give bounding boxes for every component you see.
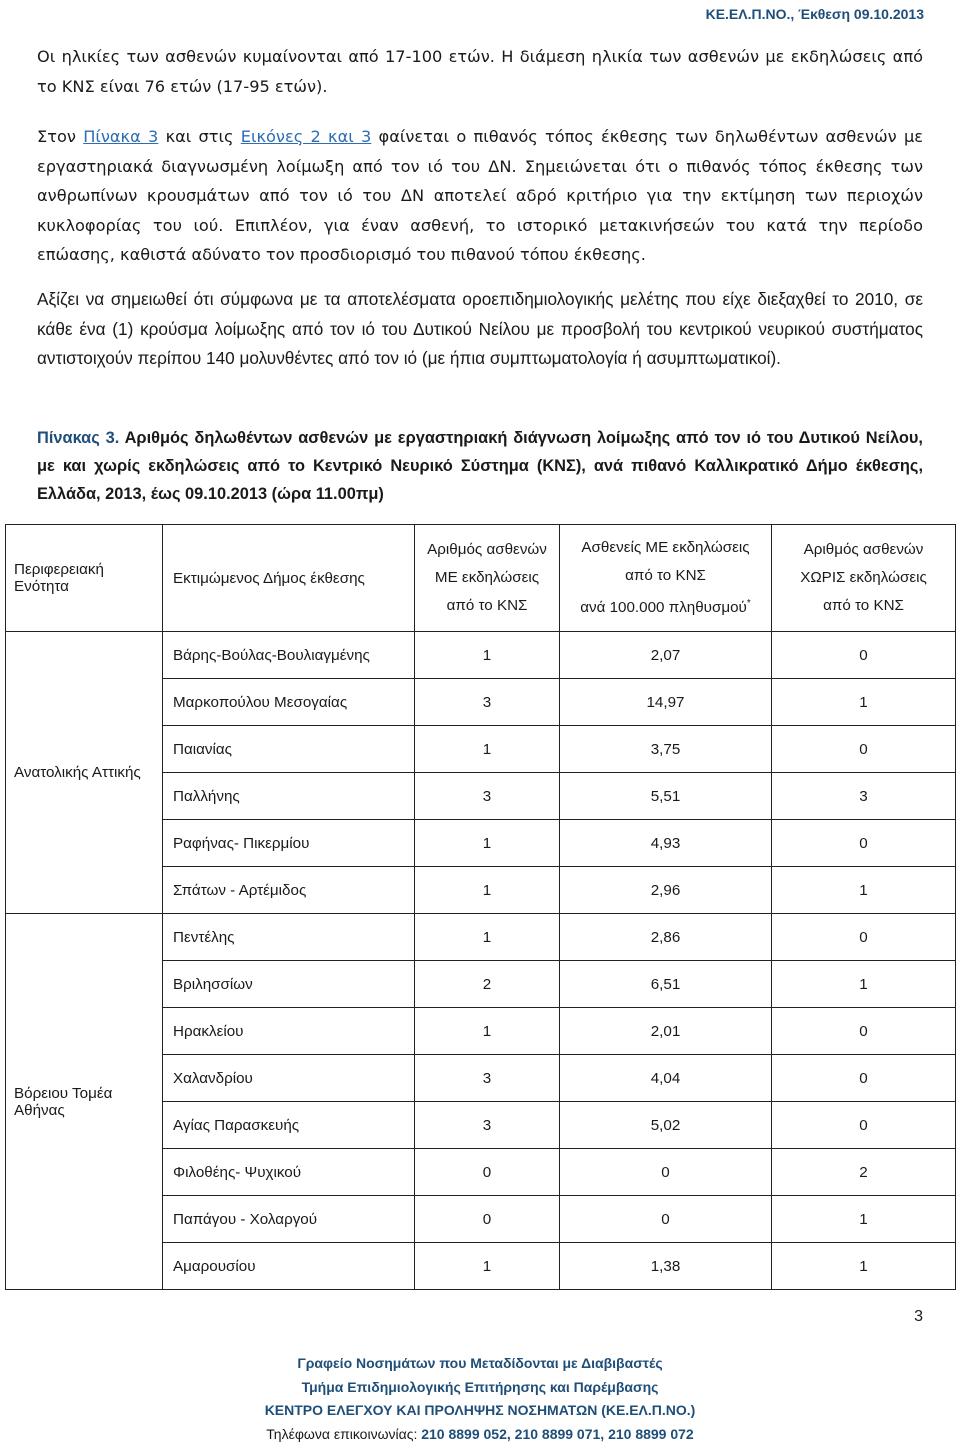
no-cns-cell: 0 [772, 1055, 956, 1102]
page-number: 3 [914, 1308, 923, 1325]
footer-phone-numbers: 210 8899 052, 210 8899 071, 210 8899 072 [421, 1425, 694, 1442]
footnote-mark: * [746, 597, 751, 609]
cns-rate-cell: 4,04 [560, 1055, 772, 1102]
cns-count-cell: 1 [415, 1243, 560, 1290]
cns-count-cell: 3 [415, 1055, 560, 1102]
header-municipality: Εκτιμώμενος Δήμος έκθεσης [163, 525, 415, 632]
no-cns-cell: 0 [772, 820, 956, 867]
table-caption-text: Αριθμός δηλωθέντων ασθενών με εργαστηριακή διάγνωση λοίμωξης από τον ιό του Δυτικού Νείλου, με και χωρίς εκδηλώσεις από το Κεντρικό Νευρικό Σύστημα (ΚΝΣ), ανά πιθανό Καλλικρατικό Δήμο έκθεσης, Ελλάδα, 2013, έως 09.10.2013 (ώρα 11.00πμ) [37, 429, 923, 503]
header-line: Αριθμός ασθενών [427, 541, 547, 558]
cns-rate-cell: 0 [560, 1196, 772, 1243]
cns-rate-cell: 6,51 [560, 961, 772, 1008]
cns-rate-cell: 0 [560, 1149, 772, 1196]
header-region: Περιφερειακή Ενότητα [6, 525, 163, 632]
header-line-text: ανά 100.000 πληθυσμού [580, 599, 747, 617]
header-line: Ασθενείς ΜΕ εκδηλώσεις [581, 538, 750, 556]
cns-count-cell: 2 [415, 961, 560, 1008]
no-cns-cell: 0 [772, 1008, 956, 1055]
no-cns-cell: 1 [772, 679, 956, 726]
no-cns-cell: 3 [772, 773, 956, 820]
header-line [560, 590, 771, 622]
region-cell: Βόρειου Τομέα Αθήνας [6, 914, 163, 1290]
paragraph-text: Στον [37, 127, 84, 146]
no-cns-cell: 1 [772, 961, 956, 1008]
municipality-cell: Βριλησσίων [163, 961, 415, 1008]
footer-contact-label: Τηλέφωνα επικοινωνίας: [266, 1425, 422, 1442]
region-cell: Ανατολικής Αττικής [6, 632, 163, 914]
table-caption-label: Πίνακας 3. [37, 429, 120, 447]
paragraph-text: και στις [158, 127, 241, 146]
paragraph-ages: Οι ηλικίες των ασθενών κυμαίνονται από 17-100 ετών. Η διάμεση ηλικία των ασθενών με εκδηλώσεις από το ΚΝΣ είναι 76 ετών (17-95 ετών). [37, 47, 923, 96]
municipality-cell: Ηρακλείου [163, 1008, 415, 1055]
municipality-cell: Παπάγου - Χολαργού [163, 1196, 415, 1243]
cns-count-cell: 1 [415, 632, 560, 679]
footer-office: Γραφείο Νοσημάτων που Μεταδίδονται με Διαβιβαστές [297, 1355, 663, 1371]
table-header-row [6, 525, 956, 632]
municipality-cell: Παλλήνης [163, 773, 415, 820]
cns-count-cell: 3 [415, 773, 560, 820]
no-cns-cell: 1 [772, 867, 956, 914]
header-line: από το ΚΝΣ [625, 566, 706, 584]
no-cns-cell: 0 [772, 726, 956, 773]
cns-count-cell: 3 [415, 679, 560, 726]
header-cns-count [415, 525, 560, 632]
cns-count-cell: 1 [415, 820, 560, 867]
municipality-cell: Φιλοθέης- Ψυχικού [163, 1149, 415, 1196]
cases-table [5, 524, 956, 1290]
header-line: Αριθμός ασθενών [803, 541, 924, 558]
cns-count-cell: 0 [415, 1149, 560, 1196]
cns-count-cell: 1 [415, 1008, 560, 1055]
table-row [6, 632, 956, 679]
no-cns-cell: 0 [772, 914, 956, 961]
municipality-cell: Αμαρουσίου [163, 1243, 415, 1290]
table-row [6, 914, 956, 961]
header-line: ΧΩΡΙΣ εκδηλώσεις [800, 569, 927, 586]
cns-rate-cell: 2,01 [560, 1008, 772, 1055]
cns-rate-cell: 5,02 [560, 1102, 772, 1149]
footer-organization: ΚΕΝΤΡΟ ΕΛΕΓΧΟΥ ΚΑΙ ΠΡΟΛΗΨΗΣ ΝΟΣΗΜΑΤΩΝ (ΚΕ.ΕΛ.Π.ΝΟ.) [264, 1402, 696, 1418]
header-line: από το ΚΝΣ [446, 597, 528, 614]
cns-count-cell: 3 [415, 1102, 560, 1149]
figures-2-3-link[interactable]: Εικόνες 2 και 3 [240, 127, 372, 146]
page-header: ΚΕ.ΕΛ.Π.ΝΟ., Έκθεση 09.10.2013 [705, 6, 924, 22]
cns-rate-cell: 5,51 [560, 773, 772, 820]
header-line: ΜΕ εκδηλώσεις [434, 569, 540, 586]
no-cns-cell: 1 [772, 1243, 956, 1290]
cns-rate-cell: 2,96 [560, 867, 772, 914]
cns-count-cell: 0 [415, 1196, 560, 1243]
no-cns-cell: 2 [772, 1149, 956, 1196]
cns-count-cell: 1 [415, 867, 560, 914]
cns-rate-cell: 2,07 [560, 632, 772, 679]
paragraph-exposure [37, 122, 923, 270]
municipality-cell: Ραφήνας- Πικερμίου [163, 820, 415, 867]
municipality-cell: Χαλανδρίου [163, 1055, 415, 1102]
municipality-cell: Πεντέλης [163, 914, 415, 961]
cns-count-cell: 1 [415, 914, 560, 961]
cns-rate-cell: 3,75 [560, 726, 772, 773]
cns-rate-cell: 4,93 [560, 820, 772, 867]
no-cns-cell: 0 [772, 632, 956, 679]
cns-count-cell: 1 [415, 726, 560, 773]
table-3-link[interactable]: Πίνακα 3 [83, 127, 159, 146]
cns-rate-cell: 2,86 [560, 914, 772, 961]
page-footer [0, 1352, 960, 1446]
municipality-cell: Βάρης-Βούλας-Βουλιαγμένης [163, 632, 415, 679]
cns-rate-cell: 14,97 [560, 679, 772, 726]
table-caption [37, 424, 923, 508]
header-cns-rate [560, 525, 772, 632]
cns-rate-cell: 1,38 [560, 1243, 772, 1290]
footer-department: Τμήμα Επιδημιολογικής Επιτήρησης και Παρέμβασης [301, 1378, 659, 1395]
no-cns-cell: 1 [772, 1196, 956, 1243]
no-cns-cell: 0 [772, 1102, 956, 1149]
paragraph-seroepidemiology: Αξίζει να σημειωθεί ότι σύμφωνα με τα αποτελέσματα οροεπιδημιολογικής μελέτης που είχε διεξαχθεί το 2010, σε κάθε ένα (1) κρούσμα λοίμωξης από τον ιό του Δυτικού Νείλου με προσβολή του κεντρικού νευρικού συστήματος αντιστοιχούν περίπου 140 μολυνθέντες από τον ιό (με ήπια συμπτωματολογία ή ασυμπτωματικοί). [37, 289, 923, 368]
header-line: από το ΚΝΣ [823, 597, 904, 614]
municipality-cell: Αγίας Παρασκευής [163, 1102, 415, 1149]
footer-contact [0, 1423, 960, 1447]
municipality-cell: Σπάτων - Αρτέμιδος [163, 867, 415, 914]
municipality-cell: Μαρκοπούλου Μεσογαίας [163, 679, 415, 726]
header-no-cns [772, 525, 956, 632]
municipality-cell: Παιανίας [163, 726, 415, 773]
paragraph-text: φαίνεται ο πιθανός τόπος έκθεσης των δηλωθέντων ασθενών με εργαστηριακά διαγνωσμένη λοίμωξη από τον ιό του ΔΝ. Σημειώνεται ότι ο πιθανός τόπος έκθεσης των ανθρωπίνων κρουσμάτων από τον ιό του ΔΝ αποτελεί αδρό κριτήριο για την εκτίμηση των περιοχών κυκλοφορίας του ιού. Επιπλέον, για έναν ασθενή, το ιστορικό μετακινήσεών του κατά την περίοδο επώασης, καθιστά αδύνατο τον προσδιορισμό του πιθανού τόπου έκθεσης. [37, 127, 924, 264]
